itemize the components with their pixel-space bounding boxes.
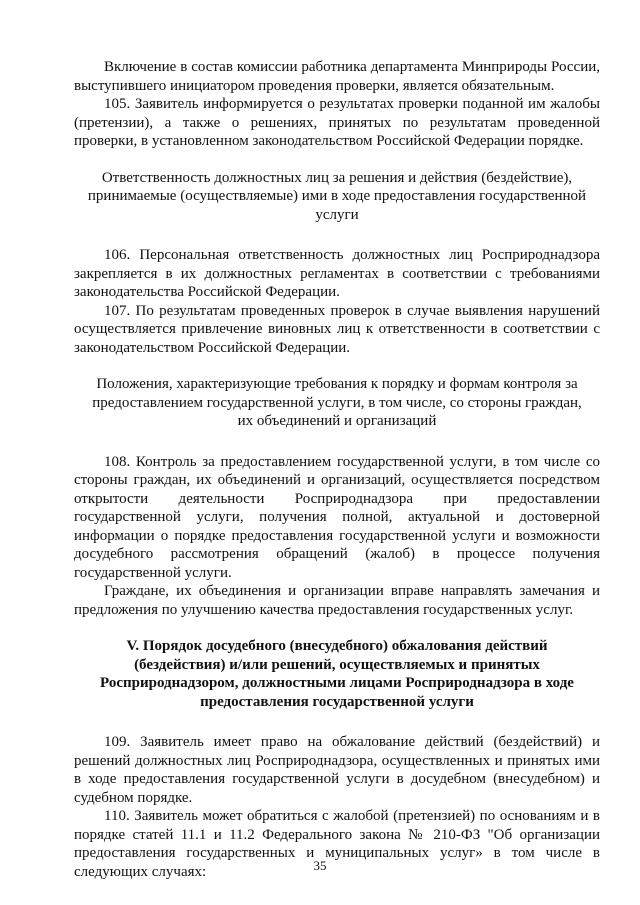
paragraph-108: 108. Контроль за предоставлением государственной услуги, в том числе со стороны граждан, их объединений и организаций, осуществляется посредством открытости деятельности Росприроднадзора при предоставлении государственной услуги, получения полной, актуальной и достоверной информации о порядке предоставления государственной услуги и возможности досудебного рассмотрения обращений (жалоб) в процессе получения государственной услуги. [74,453,600,581]
heading-responsibility: Ответственность должностных лиц за решения и действия (бездействие), принимаемые (осуществляемые) ими в ходе предоставления государственной услуги [87,169,587,223]
page-content [74,58,600,881]
section-v-title: V. Порядок досудебного (внесудебного) обжалования действий (бездействия) и/или решений, осуществляемых и принятых Росприроднадзором, должностными лицами Росприроднадзора в ходе предоставления государственной услуги [100,638,574,710]
paragraph-105: 105. Заявитель информируется о результатах проверки поданной им жалобы (претензии), а также о решениях, принятых по результатам проведенной проверки, в установленном законодательством Российской Федерации порядке. [74,96,600,149]
paragraph-109: 109. Заявитель имеет право на обжалование действий (бездействий) и решений должностных лиц Росприроднадзора, осуществленных и принятых ими в ходе предоставления государственной услуги в досудебном (внесудебном) и судебном порядке. [74,734,600,806]
page-number: 35 [313,858,327,873]
paragraph-107: 107. По результатам проведенных проверок в случае выявления нарушений осуществляется привлечение виновных лиц к ответственности в соответствии с законодательством Российской Федерации. [74,302,600,356]
heading-control-provisions: Положения, характеризующие требования к порядку и формам контроля за предоставлением государственной услуги, в том числе, со стороны граждан, их объединений и организаций [92,376,582,429]
paragraph-commission: Включение в состав комиссии работника департамента Минприроды России, выступившего инициатором проведения проверки, является обязательным. [74,59,600,94]
paragraph-citizens: Граждане, их объединения и организации вправе направлять замечания и предложения по улучшению качества предоставления государственных услуг. [74,583,600,618]
paragraph-110: 110. Заявитель может обратиться с жалобой (претензией) по основаниям и в порядке статей 11.1 и 11.2 Федерального закона № 210-ФЗ "Об организации предоставления государственных и муниципальных услуг» в том числе в следующих случаях: [74,808,600,880]
paragraph-106: 106. Персональная ответственность должностных лиц Росприроднадзора закрепляется в их должностных регламентах в соответствии с требованиями законодательства Российской Федерации. [74,247,600,300]
